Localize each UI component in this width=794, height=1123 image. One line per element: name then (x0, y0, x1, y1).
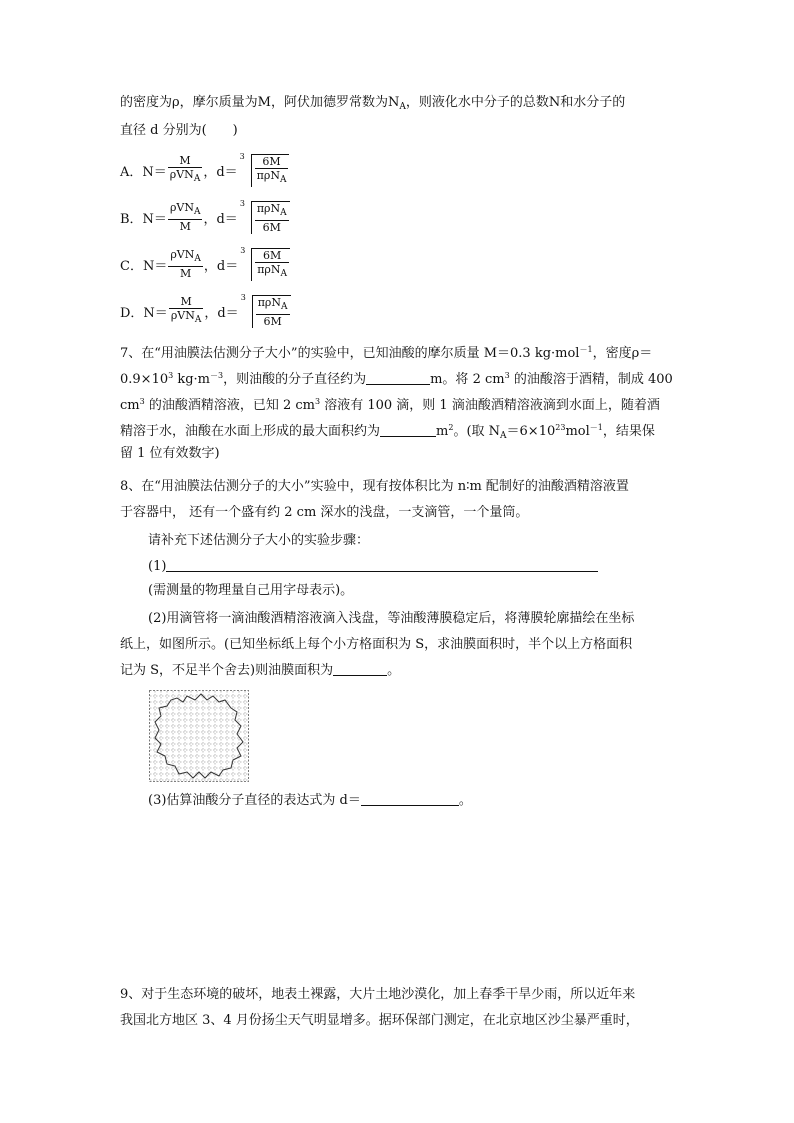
q7-line2: $0.9\times 10^3$ $kg\cdot m^{-3}$，则油酸的分子直径约为 m。将 2 $cm^3$ 的油酸溶于酒精，制成 400 (120, 371, 673, 387)
q7-blank-diameter[interactable] (366, 371, 430, 385)
q7-blank-area[interactable] (380, 423, 436, 437)
q9-line2: 我国北方地区 3、4 月份扬尘天气明显增多。据环保部门测定，在北京地区沙尘暴严重时， (120, 1013, 639, 1028)
q8-line1: 8、在“用油膜法估测分子的大小”实验中，现有按体积比为 n∶m 配制好的油酸酒精溶液置 (120, 479, 629, 494)
q6-text-line1: 的密度为ρ，摩尔质量为M，阿伏加德罗常数为$N_A$，则液化水中分子的总数N和水分子的 (120, 95, 626, 112)
q8-step2-line1: (2)用滴管将一滴油酸酒精溶液滴入浅盘，等油酸薄膜稳定后，将薄膜轮廓描绘在坐标 (148, 611, 635, 626)
q8-step2-line2: 纸上，如图所示。(已知坐标纸上每个小方格面积为 S，求油膜面积时，半个以上方格面积 (120, 637, 633, 652)
q8-step2-line3: 记为 S，不足半个舍去)则油膜面积为 。 (120, 663, 401, 678)
q8-blank-film-area[interactable] (333, 662, 387, 676)
q6-option-c: C．N＝ $\frac{\rho VN_A}{M}$ ，d＝ 3 $\frac{6M}{\pi\rho N_A}$ (120, 242, 290, 286)
oil-film-grid-figure (149, 690, 249, 782)
q8-step1-note: (需测量的物理量自己用字母表示)。 (148, 583, 354, 598)
q9-line1: 9、对于生态环境的破坏，地表土裸露，大片土地沙漠化，加上春季干旱少雨，所以近年来 (120, 987, 636, 1002)
q8-step3: (3)估算油酸分子直径的表达式为 d＝ 。 (148, 793, 472, 808)
q8-step1: (1) (148, 557, 598, 577)
q6-option-d: D．N＝ $\frac{M}{\rho VN_A}$ ，d＝ 3 $\frac{\pi\rho N_A}{6M}$ (120, 289, 291, 333)
q7-line3: $cm^3$ 的油酸酒精溶液，已知 2 $cm^3$ 溶液有 100 滴，则 1 滴油酸酒精溶液滴到水面上，随着酒 (120, 397, 660, 413)
q6-option-a: A．N＝ $\frac{M}{\rho VN_A}$ ，d＝ 3 $\frac{6M}{\pi\rho N_A}$ (120, 148, 289, 192)
q7-line4: 精溶于水，油酸在水面上形成的最大面积约为 $m^2$。(取 $N_A=6\times 10^{23}mol^{-1}$，结果保 (120, 423, 655, 441)
q7-line1: 7、在“用油膜法估测分子大小”的实验中，已知油酸的摩尔质量 M＝0.3 kg·mol$^{-1}$，密度ρ＝ (120, 345, 653, 361)
q7-line5: 留 1 位有效数字) (120, 446, 220, 461)
q8-blank-expression[interactable] (361, 792, 459, 806)
q6-option-b: B．N＝ $\frac{\rho VN_A}{M}$ ，d＝ 3 $\frac{\pi\rho N_A}{6M}$ (120, 195, 290, 239)
q8-step1-blank[interactable] (166, 558, 598, 572)
q8-line2: 于容器中， 还有一个盛有约 2 cm 深水的浅盘，一支滴管，一个量筒。 (120, 505, 529, 520)
q8-line3: 请补充下述估测分子大小的实验步骤： (148, 533, 370, 548)
q6-text-line2: 直径 d 分别为( ) (120, 123, 238, 138)
